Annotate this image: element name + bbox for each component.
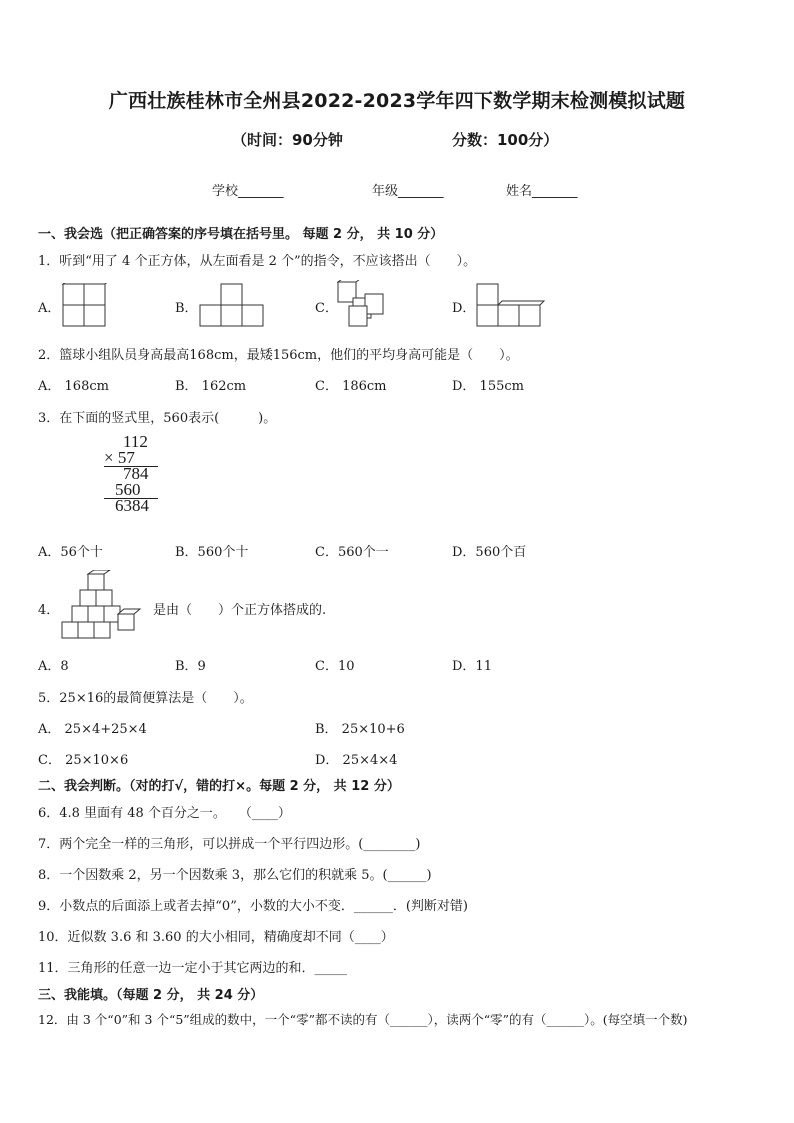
- exam-score: 分数：100分）: [452, 131, 559, 149]
- q3-option-b: B．560个十: [175, 545, 249, 560]
- question-12: 12．由 3 个“0”和 3 个“5”组成的数中，一个“零”都不读的有（______），读两个“零”的有（______）。(每空填一个数): [38, 1012, 688, 1027]
- name-field: 姓名_______: [506, 184, 578, 199]
- question-4: 是由（ ）个正方体搭成的.: [153, 603, 327, 618]
- q1-figure-b: [199, 283, 267, 327]
- question-6: 6．4.8 里面有 48 个百分之一。 （____）: [38, 806, 291, 821]
- q4-cube-figure: [60, 570, 150, 640]
- question-2: 2．篮球小组队员身高最高168cm，最矮156cm，他们的平均身高可能是（ ）。: [38, 348, 519, 363]
- q1-option-d: D．: [452, 301, 476, 316]
- q5-option-b: B． 25×10+6: [315, 722, 405, 737]
- q1-figure-d: [476, 283, 546, 327]
- q2-option-c: C． 186cm: [315, 379, 387, 394]
- q4-option-b: B．9: [175, 659, 206, 674]
- q2-option-a: A． 168cm: [38, 379, 109, 394]
- section-2-heading: 二、我会判断。（对的打√，错的打×。每题 2 分， 共 12 分）: [38, 779, 400, 794]
- question-4-number: 4．: [38, 603, 60, 618]
- q3-option-c: C．560个一: [315, 545, 389, 560]
- arith-partial-1: 784: [123, 464, 149, 483]
- grade-field: 年级_______: [372, 184, 444, 199]
- exam-time: （时间：90分钟: [232, 131, 343, 149]
- arith-result: 6384: [115, 496, 149, 515]
- question-10: 10．近似数 3.6 和 3.60 的大小相同，精确度却不同（____）: [38, 930, 394, 945]
- question-3: 3．在下面的竖式里，560表示( )。: [38, 411, 277, 426]
- section-3-heading: 三、我能填。（每题 2 分， 共 24 分）: [38, 988, 264, 1003]
- q1-figure-a: [62, 283, 108, 327]
- q5-option-a: A． 25×4+25×4: [38, 722, 147, 737]
- arith-multiplicand: 112: [123, 432, 148, 451]
- q5-option-c: C． 25×10×6: [38, 753, 129, 768]
- question-8: 8．一个因数乘 2，另一个因数乘 3，那么它们的积就乘 5。(______): [38, 868, 432, 883]
- q3-option-d: D．560个百: [452, 545, 527, 560]
- question-1: 1．听到“用了 4 个正方体，从左面看是 2 个”的指令，不应该搭出（ ）。: [38, 254, 477, 269]
- q1-option-a: A．: [38, 301, 61, 316]
- q2-option-b: B． 162cm: [175, 379, 247, 394]
- q4-option-d: D．11: [452, 659, 492, 674]
- q2-option-d: D． 155cm: [452, 379, 524, 394]
- q4-option-c: C．10: [315, 659, 355, 674]
- q4-option-a: A．8: [38, 659, 69, 674]
- school-field: 学校_______: [212, 184, 284, 199]
- arith-multiplier: × 57: [104, 448, 135, 467]
- q3-option-a: A．56个十: [38, 545, 103, 560]
- section-1-heading: 一、我会选（把正确答案的序号填在括号里。 每题 2 分， 共 10 分）: [38, 227, 444, 242]
- q5-option-d: D． 25×4×4: [315, 753, 398, 768]
- question-7: 7．两个完全一样的三角形，可以拼成一个平行四边形。(________): [38, 837, 421, 852]
- page-title: 广西壮族桂林市全州县2022-2023学年四下数学期末检测模拟试题: [108, 90, 686, 112]
- question-11: 11．三角形的任意一边一定小于其它两边的和．_____: [38, 961, 348, 976]
- arith-partial-2: 560: [115, 480, 141, 499]
- q1-option-c: C．: [315, 301, 338, 316]
- q1-option-b: B．: [175, 301, 198, 316]
- q1-figure-c: [337, 280, 387, 328]
- question-5: 5．25×16的最简便算法是（ ）。: [38, 691, 253, 706]
- question-9: 9．小数点的后面添上或者去掉“0”，小数的大小不变．______．(判断对错): [38, 899, 468, 914]
